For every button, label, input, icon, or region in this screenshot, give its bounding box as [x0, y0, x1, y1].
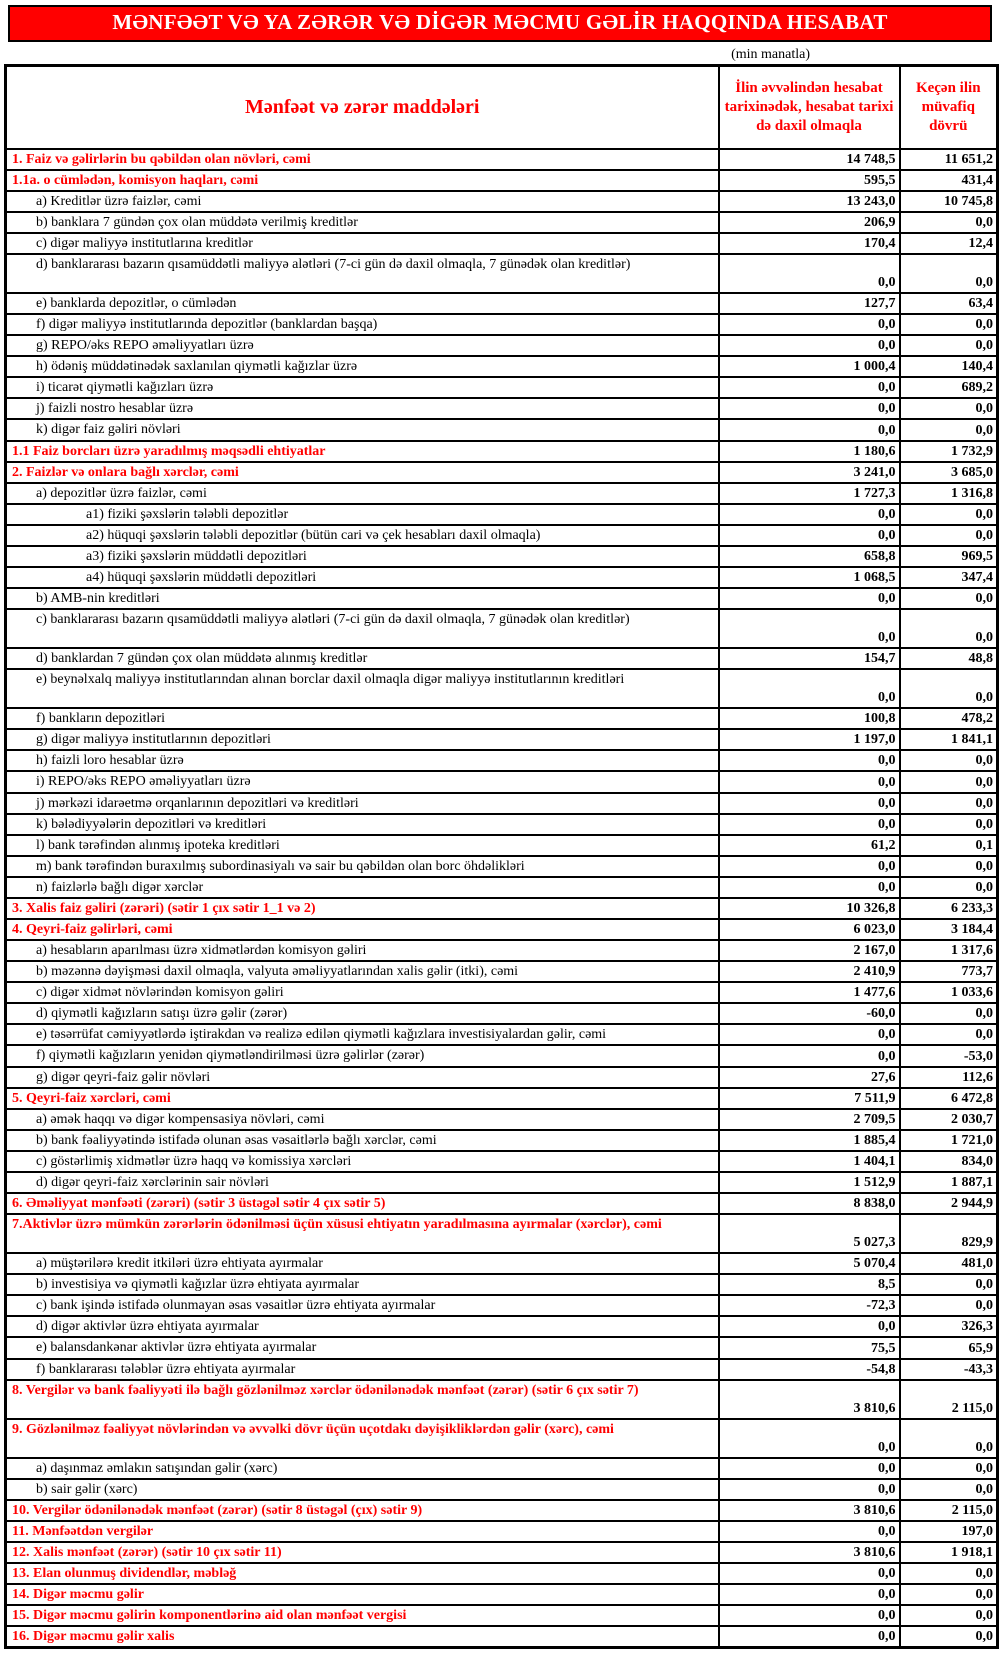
- value-current-period: 3 810,6: [719, 1380, 900, 1419]
- value-previous-period: 0,0: [900, 1563, 998, 1584]
- table-row: [6, 588, 998, 609]
- row-label: 16. Digər məcmu gəlir xalis: [6, 1626, 719, 1648]
- row-label: 2. Faizlər və onlara bağlı xərclər, cəmi: [6, 462, 719, 483]
- value-previous-period: 0,0: [900, 1479, 998, 1500]
- row-label: a2) hüquqi şəxslərin tələbli depozitlər (bütün cari və çek hesabları daxil olmaqla): [6, 525, 719, 546]
- row-label: a1) fiziki şəxslərin tələbli depozitlər: [6, 504, 719, 525]
- table-body: [6, 149, 998, 1648]
- row-label: 14. Digər məcmu gəlir: [6, 1584, 719, 1605]
- value-current-period: 0,0: [719, 1419, 900, 1458]
- table-row: [6, 1316, 998, 1337]
- value-previous-period: 1 887,1: [900, 1172, 998, 1193]
- table-row: [6, 149, 998, 170]
- table-row: [6, 1419, 998, 1458]
- value-previous-period: 1 841,1: [900, 729, 998, 750]
- value-previous-period: 1 721,0: [900, 1130, 998, 1151]
- table-row: [6, 504, 998, 525]
- row-label: b) AMB-nin kreditləri: [6, 588, 719, 609]
- table-row: [6, 898, 998, 919]
- value-current-period: 27,6: [719, 1067, 900, 1088]
- table-row: [6, 814, 998, 835]
- value-previous-period: 834,0: [900, 1151, 998, 1172]
- value-current-period: 0,0: [719, 1458, 900, 1479]
- table-row: [6, 940, 998, 961]
- value-current-period: 0,0: [719, 1563, 900, 1584]
- row-label: g) digər maliyyə institutlarının depozitləri: [6, 729, 719, 750]
- value-current-period: 170,4: [719, 233, 900, 254]
- value-previous-period: 0,0: [900, 814, 998, 835]
- value-current-period: 0,0: [719, 1316, 900, 1337]
- row-label: a) əmək haqqı və digər kompensasiya növləri, cəmi: [6, 1109, 719, 1130]
- value-previous-period: 0,0: [900, 877, 998, 898]
- value-current-period: 0,0: [719, 1024, 900, 1045]
- table-row: [6, 1274, 998, 1295]
- row-label: b) məzənnə dəyişməsi daxil olmaqla, valyuta əməliyyatlarından xalis gəlir (itki), cəmi: [6, 961, 719, 982]
- value-current-period: 13 243,0: [719, 191, 900, 212]
- table-row: [6, 483, 998, 504]
- value-previous-period: 478,2: [900, 708, 998, 729]
- value-previous-period: 0,1: [900, 835, 998, 856]
- table-row: [6, 1380, 998, 1419]
- value-current-period: 0,0: [719, 669, 900, 708]
- row-label: 6. Əməliyyat mənfəəti (zərəri) (sətir 3 üstəgəl sətir 4 çıx sətir 5): [6, 1193, 719, 1214]
- value-previous-period: 0,0: [900, 419, 998, 440]
- table-header: [6, 66, 998, 149]
- value-previous-period: 3 685,0: [900, 462, 998, 483]
- table-row: [6, 293, 998, 314]
- row-label: f) banklararası tələblər üzrə ehtiyata ayırmalar: [6, 1359, 719, 1380]
- table-row: [6, 1521, 998, 1542]
- value-current-period: 0,0: [719, 856, 900, 877]
- value-current-period: 2 410,9: [719, 961, 900, 982]
- value-current-period: 1 180,6: [719, 441, 900, 462]
- row-label: 3. Xalis faiz gəliri (zərəri) (sətir 1 çıx sətir 1_1 və 2): [6, 898, 719, 919]
- table-row: [6, 961, 998, 982]
- income-statement-table: [4, 64, 999, 1649]
- value-current-period: 1 885,4: [719, 1130, 900, 1151]
- value-previous-period: 0,0: [900, 1419, 998, 1458]
- value-current-period: 0,0: [719, 1045, 900, 1066]
- table-row: [6, 609, 998, 648]
- value-current-period: 2 167,0: [719, 940, 900, 961]
- table-row: [6, 1458, 998, 1479]
- value-previous-period: -43,3: [900, 1359, 998, 1380]
- value-current-period: 0,0: [719, 771, 900, 792]
- value-current-period: 0,0: [719, 504, 900, 525]
- table-row: [6, 398, 998, 419]
- value-current-period: 0,0: [719, 398, 900, 419]
- table-row: [6, 1500, 998, 1521]
- row-label: d) banklararası bazarın qısamüddətli maliyyə alətləri (7-ci gün də daxil olmaqla, 7 günədək olan kreditlər): [6, 254, 719, 293]
- report-title: MƏNFƏƏT VƏ YA ZƏRƏR VƏ DİGƏR MƏCMU GƏLİR HAQQINDA HESABAT: [112, 10, 888, 34]
- row-label: a) hesabların aparılması üzrə xidmətlərdən komisyon gəliri: [6, 940, 719, 961]
- row-label: 11. Mənfəətdən vergilər: [6, 1521, 719, 1542]
- row-label: d) digər aktivlər üzrə ehtiyata ayırmalar: [6, 1316, 719, 1337]
- value-previous-period: 326,3: [900, 1316, 998, 1337]
- table-row: [6, 254, 998, 293]
- table-row: [6, 1479, 998, 1500]
- table-row: [6, 1024, 998, 1045]
- row-label: a4) hüquqi şəxslərin müddətli depozitləri: [6, 567, 719, 588]
- value-current-period: 0,0: [719, 1521, 900, 1542]
- value-previous-period: 0,0: [900, 1605, 998, 1626]
- value-previous-period: 1 317,6: [900, 940, 998, 961]
- value-current-period: 10 326,8: [719, 898, 900, 919]
- value-current-period: 0,0: [719, 254, 900, 293]
- row-label: a) depozitlər üzrə faizlər, cəmi: [6, 483, 719, 504]
- row-label: 4. Qeyri-faiz gəlirləri, cəmi: [6, 919, 719, 940]
- value-current-period: 1 727,3: [719, 483, 900, 504]
- value-previous-period: 0,0: [900, 1626, 998, 1648]
- table-row: [6, 793, 998, 814]
- value-current-period: 5 070,4: [719, 1253, 900, 1274]
- row-label: 15. Digər məcmu gəlirin komponentlərinə aid olan mənfəət vergisi: [6, 1605, 719, 1626]
- value-current-period: 0,0: [719, 814, 900, 835]
- value-current-period: 1 197,0: [719, 729, 900, 750]
- table-row: [6, 441, 998, 462]
- value-current-period: 595,5: [719, 170, 900, 191]
- value-previous-period: 1 316,8: [900, 483, 998, 504]
- value-previous-period: 347,4: [900, 567, 998, 588]
- value-previous-period: 0,0: [900, 771, 998, 792]
- table-row: [6, 1067, 998, 1088]
- row-label: l) bank tərəfindən alınmış ipoteka kreditləri: [6, 835, 719, 856]
- value-previous-period: 0,0: [900, 669, 998, 708]
- value-previous-period: 140,4: [900, 356, 998, 377]
- row-label: c) göstərlimiş xidmətlər üzrə haqq və komissiya xərcləri: [6, 1151, 719, 1172]
- row-label: d) banklardan 7 gündən çox olan müddətə alınmış kreditlər: [6, 648, 719, 669]
- row-label: k) bələdiyyələrin depozitləri və kreditləri: [6, 814, 719, 835]
- table-row: [6, 1359, 998, 1380]
- value-previous-period: 829,9: [900, 1214, 998, 1253]
- row-label: i) ticarət qiymətli kağızları üzrə: [6, 377, 719, 398]
- table-row: [6, 377, 998, 398]
- row-label: 8. Vergilər və bank fəaliyyəti ilə bağlı gözlənilməz xərclər ödənilənədək mənfəət (zərər) (sətir 6 çıx sətir 7): [6, 1380, 719, 1419]
- value-current-period: 5 027,3: [719, 1214, 900, 1253]
- value-current-period: 0,0: [719, 1584, 900, 1605]
- value-current-period: 75,5: [719, 1337, 900, 1358]
- table-row: [6, 335, 998, 356]
- row-label: 9. Gözlənilməz fəaliyyət növlərindən və əvvəlki dövr üçün uçotdakı dəyişikliklərdən gəlir (xərc), cəmi: [6, 1419, 719, 1458]
- value-current-period: 7 511,9: [719, 1088, 900, 1109]
- table-row: [6, 835, 998, 856]
- value-previous-period: 0,0: [900, 793, 998, 814]
- value-previous-period: 0,0: [900, 1458, 998, 1479]
- value-current-period: 0,0: [719, 877, 900, 898]
- value-previous-period: 12,4: [900, 233, 998, 254]
- table-row: [6, 1088, 998, 1109]
- value-current-period: 0,0: [719, 750, 900, 771]
- value-previous-period: 0,0: [900, 1024, 998, 1045]
- value-current-period: 8,5: [719, 1274, 900, 1295]
- row-label: d) qiymətli kağızların satışı üzrə gəlir (zərər): [6, 1003, 719, 1024]
- table-row: [6, 1109, 998, 1130]
- value-current-period: 14 748,5: [719, 149, 900, 170]
- value-current-period: 1 477,6: [719, 982, 900, 1003]
- row-label: 7.Aktivlər üzrə mümkün zərərlərin ödənilməsi üçün xüsusi ehtiyatın yaradılmasına ayırmalar (xərclər), cəmi: [6, 1214, 719, 1253]
- column-header-current-period: İlin əvvəlindən hesabat tarixinədək, hesabat tarixi də daxil olmaqla: [719, 66, 900, 149]
- table-row: [6, 567, 998, 588]
- row-label: j) mərkəzi idarəetmə orqanlarının depozitləri və kreditləri: [6, 793, 719, 814]
- row-label: g) REPO/əks REPO əməliyyatları üzrə: [6, 335, 719, 356]
- table-row: [6, 750, 998, 771]
- value-current-period: 1 404,1: [719, 1151, 900, 1172]
- row-label: 10. Vergilər ödənilənədək mənfəət (zərər) (sətir 8 üstəgəl (çıx) sətir 9): [6, 1500, 719, 1521]
- value-current-period: 154,7: [719, 648, 900, 669]
- value-previous-period: 481,0: [900, 1253, 998, 1274]
- row-label: j) faizli nostro hesablar üzrə: [6, 398, 719, 419]
- value-previous-period: 0,0: [900, 1295, 998, 1316]
- value-previous-period: 48,8: [900, 648, 998, 669]
- value-previous-period: 3 184,4: [900, 919, 998, 940]
- table-row: [6, 1045, 998, 1066]
- row-label: n) faizlərlə bağlı digər xərclər: [6, 877, 719, 898]
- value-previous-period: 0,0: [900, 1003, 998, 1024]
- value-previous-period: 6 233,3: [900, 898, 998, 919]
- table-row: [6, 1003, 998, 1024]
- value-current-period: 1 512,9: [719, 1172, 900, 1193]
- value-previous-period: 6 472,8: [900, 1088, 998, 1109]
- table-row: [6, 1563, 998, 1584]
- value-previous-period: 0,0: [900, 609, 998, 648]
- table-row: [6, 314, 998, 335]
- row-label: a) müştərilərə kredit itkiləri üzrə ehtiyata ayırmalar: [6, 1253, 719, 1274]
- value-previous-period: 773,7: [900, 961, 998, 982]
- value-current-period: 61,2: [719, 835, 900, 856]
- row-label: f) bankların depozitləri: [6, 708, 719, 729]
- value-current-period: 0,0: [719, 314, 900, 335]
- table-row: [6, 212, 998, 233]
- row-label: 1.1 Faiz borcları üzrə yaradılmış məqsədli ehtiyatlar: [6, 441, 719, 462]
- value-previous-period: 0,0: [900, 254, 998, 293]
- row-label: e) banklarda depozitlər, o cümlədən: [6, 293, 719, 314]
- row-label: e) beynəlxalq maliyyə institutlarından alınan borclar daxil olmaqla digər maliyyə institutlarının kreditləri: [6, 669, 719, 708]
- value-previous-period: 0,0: [900, 856, 998, 877]
- value-previous-period: 11 651,2: [900, 149, 998, 170]
- value-current-period: 0,0: [719, 525, 900, 546]
- row-label: m) bank tərəfindən buraxılmış subordinasiyalı və sair bu qəbildən olan borc öhdəlikləri: [6, 856, 719, 877]
- table-row: [6, 1626, 998, 1648]
- value-current-period: 2 709,5: [719, 1109, 900, 1130]
- table-row: [6, 233, 998, 254]
- value-current-period: 6 023,0: [719, 919, 900, 940]
- row-label: e) təsərrüfat cəmiyyətlərdə iştirakdan və realizə edilən qiymətli kağızlara investisiyalardan gəlir, cəmi: [6, 1024, 719, 1045]
- value-previous-period: 65,9: [900, 1337, 998, 1358]
- table-row: [6, 877, 998, 898]
- value-previous-period: 2 030,7: [900, 1109, 998, 1130]
- value-previous-period: 0,0: [900, 750, 998, 771]
- row-label: h) faizli loro hesablar üzrə: [6, 750, 719, 771]
- table-row: [6, 771, 998, 792]
- report-title-banner: [8, 5, 992, 42]
- value-previous-period: 0,0: [900, 504, 998, 525]
- row-label: 12. Xalis mənfəət (zərər) (sətir 10 çıx sətir 11): [6, 1542, 719, 1563]
- row-label: b) bank fəaliyyətində istifadə olunan əsas vəsaitlərlə bağlı xərclər, cəmi: [6, 1130, 719, 1151]
- units-note: (min manatla): [731, 47, 810, 63]
- table-row: [6, 648, 998, 669]
- value-current-period: 1 068,5: [719, 567, 900, 588]
- row-label: c) digər xidmət növlərindən komisyon gəliri: [6, 982, 719, 1003]
- row-label: e) balansdankənar aktivlər üzrə ehtiyata ayırmalar: [6, 1337, 719, 1358]
- value-previous-period: 112,6: [900, 1067, 998, 1088]
- value-current-period: 0,0: [719, 419, 900, 440]
- table-row: [6, 1337, 998, 1358]
- table-row: [6, 1253, 998, 1274]
- value-current-period: 206,9: [719, 212, 900, 233]
- header-row: [6, 66, 998, 149]
- value-previous-period: 10 745,8: [900, 191, 998, 212]
- value-previous-period: -53,0: [900, 1045, 998, 1066]
- row-label: c) digər maliyyə institutlarına kreditlər: [6, 233, 719, 254]
- row-label: f) digər maliyyə institutlarında depozitlər (banklardan başqa): [6, 314, 719, 335]
- table-row: [6, 982, 998, 1003]
- table-row: [6, 856, 998, 877]
- column-header-previous-period: Keçən ilin müvafiq dövrü: [900, 66, 998, 149]
- value-current-period: -60,0: [719, 1003, 900, 1024]
- value-previous-period: 0,0: [900, 212, 998, 233]
- table-row: [6, 1214, 998, 1253]
- value-previous-period: 689,2: [900, 377, 998, 398]
- table-row: [6, 191, 998, 212]
- value-current-period: 0,0: [719, 588, 900, 609]
- row-label: f) qiymətli kağızların yenidən qiymətləndirilməsi üzrə gəlirlər (zərər): [6, 1045, 719, 1066]
- row-label: c) banklararası bazarın qısamüddətli maliyyə alətləri (7-ci gün də daxil olmaqla, 7 günədək olan kreditlər): [6, 609, 719, 648]
- table-row: [6, 1193, 998, 1214]
- table-row: [6, 356, 998, 377]
- row-label: h) ödəniş müddətinədək saxlanılan qiymətli kağızlar üzrə: [6, 356, 719, 377]
- value-previous-period: 0,0: [900, 1584, 998, 1605]
- table-row: [6, 1605, 998, 1626]
- row-label: g) digər qeyri-faiz gəlir növləri: [6, 1067, 719, 1088]
- table-row: [6, 419, 998, 440]
- value-current-period: 100,8: [719, 708, 900, 729]
- value-previous-period: 969,5: [900, 546, 998, 567]
- row-label: 5. Qeyri-faiz xərcləri, cəmi: [6, 1088, 719, 1109]
- table-row: [6, 1542, 998, 1563]
- row-label: c) bank işində istifadə olunmayan əsas vəsaitlər üzrə ehtiyata ayırmalar: [6, 1295, 719, 1316]
- value-current-period: 8 838,0: [719, 1193, 900, 1214]
- value-current-period: -54,8: [719, 1359, 900, 1380]
- column-header-items: Mənfəət və zərər maddələri: [6, 66, 719, 149]
- row-label: a3) fiziki şəxslərin müddətli depozitləri: [6, 546, 719, 567]
- value-current-period: 0,0: [719, 609, 900, 648]
- value-previous-period: 2 115,0: [900, 1380, 998, 1419]
- table-row: [6, 525, 998, 546]
- value-current-period: 0,0: [719, 377, 900, 398]
- value-current-period: 3 241,0: [719, 462, 900, 483]
- row-label: b) banklara 7 gündən çox olan müddətə verilmiş kreditlər: [6, 212, 719, 233]
- table-row: [6, 546, 998, 567]
- table-row: [6, 170, 998, 191]
- value-current-period: 3 810,6: [719, 1500, 900, 1521]
- row-label: 1.1a. o cümlədən, komisyon haqları, cəmi: [6, 170, 719, 191]
- value-previous-period: 0,0: [900, 525, 998, 546]
- table-row: [6, 669, 998, 708]
- row-label: k) digər faiz gəliri növləri: [6, 419, 719, 440]
- value-previous-period: 0,0: [900, 314, 998, 335]
- row-label: b) investisiya və qiymətli kağızlar üzrə ehtiyata ayırmalar: [6, 1274, 719, 1295]
- value-current-period: 1 000,4: [719, 356, 900, 377]
- value-previous-period: 197,0: [900, 1521, 998, 1542]
- value-previous-period: 431,4: [900, 170, 998, 191]
- value-current-period: 127,7: [719, 293, 900, 314]
- row-label: d) digər qeyri-faiz xərclərinin sair növləri: [6, 1172, 719, 1193]
- table-row: [6, 1295, 998, 1316]
- row-label: a) daşınmaz əmlakın satışından gəlir (xərc): [6, 1458, 719, 1479]
- value-previous-period: 63,4: [900, 293, 998, 314]
- value-previous-period: 0,0: [900, 335, 998, 356]
- value-previous-period: 0,0: [900, 588, 998, 609]
- table-row: [6, 1172, 998, 1193]
- value-previous-period: 0,0: [900, 398, 998, 419]
- value-current-period: 3 810,6: [719, 1542, 900, 1563]
- value-current-period: 0,0: [719, 1479, 900, 1500]
- table-row: [6, 1151, 998, 1172]
- value-current-period: 658,8: [719, 546, 900, 567]
- row-label: i) REPO/əks REPO əməliyyatları üzrə: [6, 771, 719, 792]
- table-row: [6, 919, 998, 940]
- row-label: b) sair gəlir (xərc): [6, 1479, 719, 1500]
- table-row: [6, 1130, 998, 1151]
- value-previous-period: 1 918,1: [900, 1542, 998, 1563]
- value-current-period: 0,0: [719, 335, 900, 356]
- table-row: [6, 708, 998, 729]
- value-previous-period: 1 033,6: [900, 982, 998, 1003]
- table-row: [6, 462, 998, 483]
- row-label: 1. Faiz və gəlirlərin bu qəbildən olan növləri, cəmi: [6, 149, 719, 170]
- value-previous-period: 0,0: [900, 1274, 998, 1295]
- value-previous-period: 2 944,9: [900, 1193, 998, 1214]
- value-previous-period: 1 732,9: [900, 441, 998, 462]
- value-current-period: -72,3: [719, 1295, 900, 1316]
- table-row: [6, 1584, 998, 1605]
- value-current-period: 0,0: [719, 1626, 900, 1648]
- value-current-period: 0,0: [719, 1605, 900, 1626]
- row-label: 13. Elan olunmuş dividendlər, məbləğ: [6, 1563, 719, 1584]
- value-current-period: 0,0: [719, 793, 900, 814]
- table-row: [6, 729, 998, 750]
- value-previous-period: 2 115,0: [900, 1500, 998, 1521]
- row-label: a) Kreditlər üzrə faizlər, cəmi: [6, 191, 719, 212]
